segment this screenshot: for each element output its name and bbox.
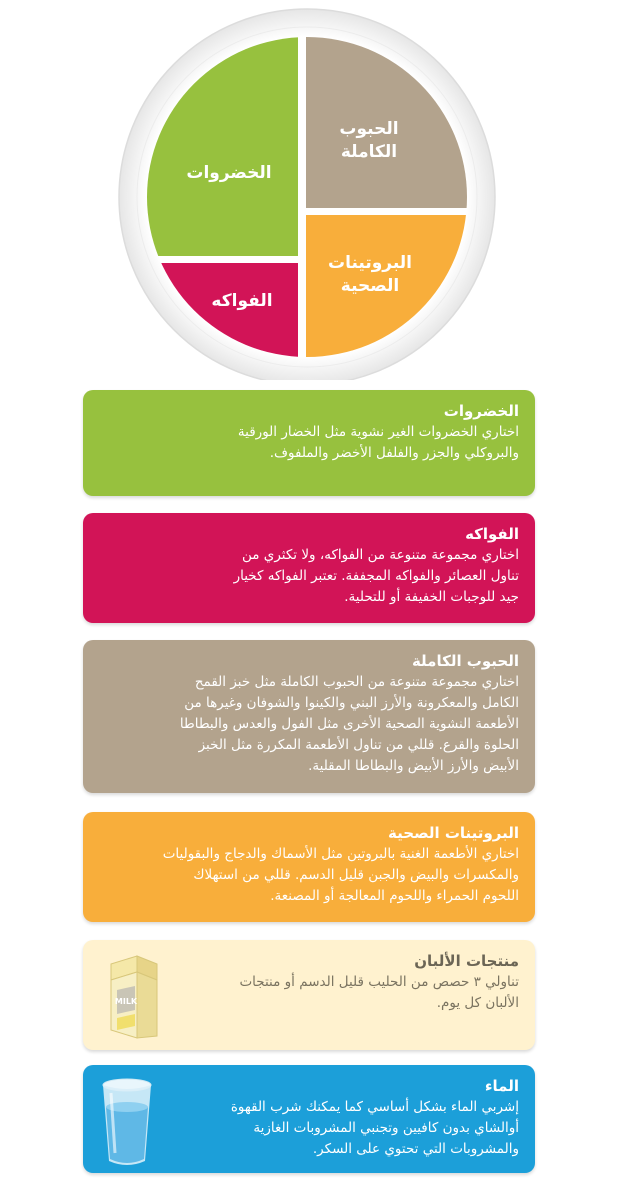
water-card-title: الماء xyxy=(484,1077,519,1095)
vegetables-card-line-1: اختاري الخضروات الغير نشوية مثل الخضار الورقية xyxy=(237,424,519,440)
water-card xyxy=(83,1065,535,1173)
water-card-line-3: والمشروبات التي تحتوي على السكر. xyxy=(312,1141,519,1157)
plate-label-protein-1: البروتينات xyxy=(327,253,413,273)
milk-carton-icon xyxy=(97,946,167,1046)
whole-grains-card-line-2: الكامل والمعكرونة والأرز البني والكينوا والشوفان وغيرها من xyxy=(184,695,519,711)
whole-grains-card-line-3: الأطعمة النشوية الصحية الأخرى مثل الفول والعدس والبطاطا xyxy=(179,716,519,732)
whole-grains-card-line-5: الأبيض والأرز الأبيض والبطاطا المقلية. xyxy=(308,758,519,774)
plate-label-grains-2: الكاملة xyxy=(340,142,398,162)
fruits-card-line-2: تناول العصائر والفواكه المجففة. تعتبر الفواكه كخيار xyxy=(233,568,519,584)
whole-grains-card-line-4: الحلوة والقرع. قللي من تناول الأطعمة المكررة مثل الخبز xyxy=(198,737,519,753)
plate-label-protein-2: الصحية xyxy=(340,276,400,296)
plate-label-fruits: الفواكه xyxy=(211,291,273,311)
plate-diagram xyxy=(0,0,617,380)
whole-grains-card xyxy=(83,640,535,793)
dairy-card-title: منتجات الألبان xyxy=(414,952,519,970)
fruits-card-line-1: اختاري مجموعة متنوعة من الفواكه، ولا تكثري من xyxy=(241,547,519,563)
healthy-protein-card-line-3: اللحوم الحمراء واللحوم المعالجة أو المصنعة. xyxy=(270,888,519,904)
fruits-card xyxy=(83,513,535,623)
healthy-protein-card-line-2: والمكسرات والبيض والجبن قليل الدسم. قللي من استهلاك xyxy=(193,867,519,883)
healthy-protein-card-title: البروتينات الصحية xyxy=(388,824,519,842)
healthy-protein-card xyxy=(83,812,535,922)
plate-label-vegetables: الخضروات xyxy=(186,163,272,183)
water-card-line-2: أوالشاي بدون كافيين وتجنبي المشروبات الغازية xyxy=(253,1120,519,1136)
whole-grains-card-title: الحبوب الكاملة xyxy=(411,652,519,670)
plate-label-grains-1: الحبوب xyxy=(339,119,399,139)
healthy-plate xyxy=(0,0,617,380)
dairy-card xyxy=(83,940,535,1050)
vegetables-card-title: الخضروات xyxy=(443,402,519,420)
water-glass-icon xyxy=(97,1073,157,1171)
milk-carton-label: MILK xyxy=(114,997,138,1006)
plate-section-vegetables xyxy=(140,30,298,256)
fruits-card-title: الفواكه xyxy=(465,525,519,543)
vegetables-card xyxy=(83,390,535,496)
dairy-card-line-1: تناولي ٣ حصص من الحليب قليل الدسم أو منتجات xyxy=(239,974,519,990)
dairy-card-line-2: الألبان كل يوم. xyxy=(436,995,519,1011)
whole-grains-card-line-1: اختاري مجموعة متنوعة من الحبوب الكاملة مثل خبز القمح xyxy=(194,674,519,690)
healthy-protein-card-line-1: اختاري الأطعمة الغنية بالبروتين مثل الأسماك والدجاج والبقوليات xyxy=(162,846,519,862)
fruits-card-line-3: جيد للوجبات الخفيفة أو للتحلية. xyxy=(344,589,519,605)
vegetables-card-line-2: والبروكلي والجزر والفلفل الأخضر والملفوف. xyxy=(269,445,519,461)
water-card-line-1: إشربي الماء بشكل أساسي كما يمكنك شرب القهوة xyxy=(230,1099,519,1115)
